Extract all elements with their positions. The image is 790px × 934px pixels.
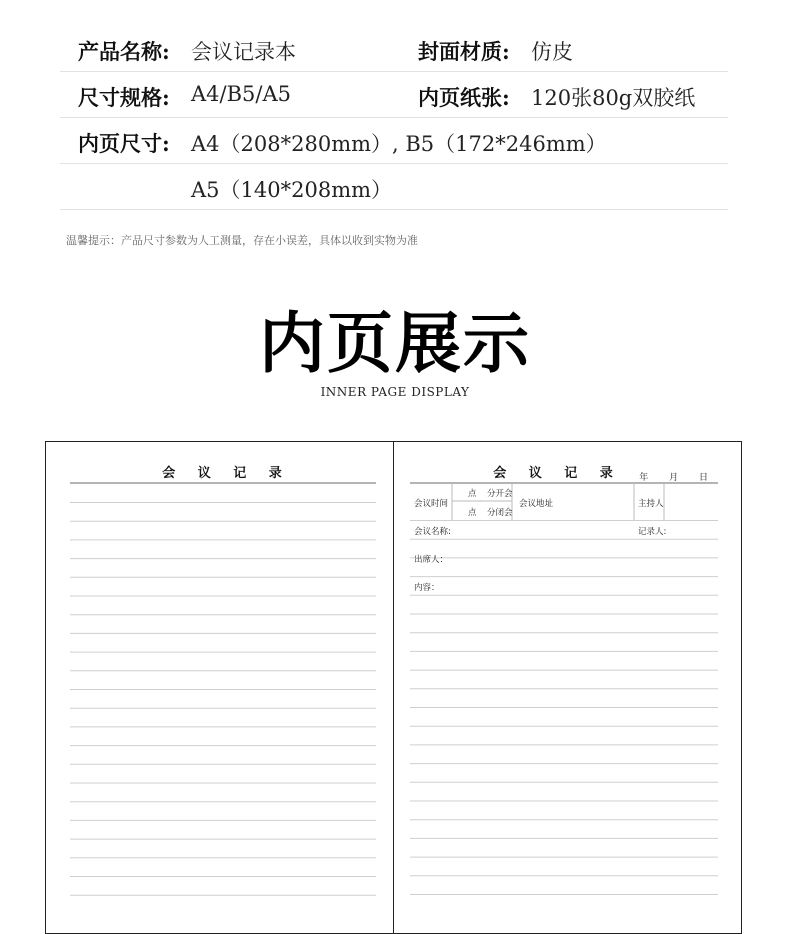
paper-label: 内页纸张: [418, 85, 510, 110]
inner-size-label: 内页尺寸: [78, 131, 170, 156]
size-spec-label: 尺寸规格: [78, 85, 170, 110]
left-page-title: 会 议 记 录 [162, 466, 291, 481]
meeting-time-label: 会议时间 [414, 499, 449, 509]
meeting-name-label: 会议名称: [414, 527, 451, 537]
end-label: 分闭会 [487, 508, 513, 518]
spec-row-3 [60, 118, 728, 164]
size-spec-value: A4/B5/A5 [191, 82, 291, 106]
inner-size-value-1: A4（208*280mm）, B5（172*246mm） [191, 132, 607, 156]
product-specs [60, 26, 728, 210]
product-name-label: 产品名称: [78, 39, 170, 64]
product-name-value: 会议记录本 [191, 40, 296, 64]
left-page [46, 442, 394, 933]
section-subtitle: INNER PAGE DISPLAY [320, 385, 470, 399]
section-title: 内页展示 [259, 304, 531, 382]
hour-label-2: 点 [468, 508, 477, 518]
date-label: 年 月 日 [639, 473, 717, 483]
right-ruled-lines [410, 521, 718, 895]
spec-row-4 [60, 164, 728, 210]
recorder-label: 记录人: [638, 527, 667, 537]
host-label: 主持人 [638, 499, 664, 509]
content-label: 内容： [414, 583, 440, 593]
right-page [394, 442, 741, 933]
start-label: 分开会 [487, 489, 513, 499]
notebook-spread [45, 441, 742, 934]
left-ruled-lines [70, 503, 376, 896]
left-page-lines [46, 442, 394, 934]
spec-row-1 [60, 26, 728, 72]
right-page-title: 会 议 记 录 [493, 466, 622, 481]
cover-material-label: 封面材质: [418, 39, 510, 64]
right-page-lines [394, 442, 741, 934]
size-tip: 温馨提示：产品尺寸参数为人工测量，存在小误差，具体以收到实物为准 [66, 234, 418, 247]
spec-row-2 [60, 72, 728, 118]
location-label: 会议地址 [519, 499, 554, 509]
hour-label-1: 点 [468, 489, 477, 499]
inner-size-value-2: A5（140*208mm） [191, 178, 393, 202]
cover-material-value: 仿皮 [531, 40, 573, 64]
attendees-label: 出席人： [414, 555, 449, 565]
paper-value: 120张80g双胶纸 [531, 86, 696, 110]
